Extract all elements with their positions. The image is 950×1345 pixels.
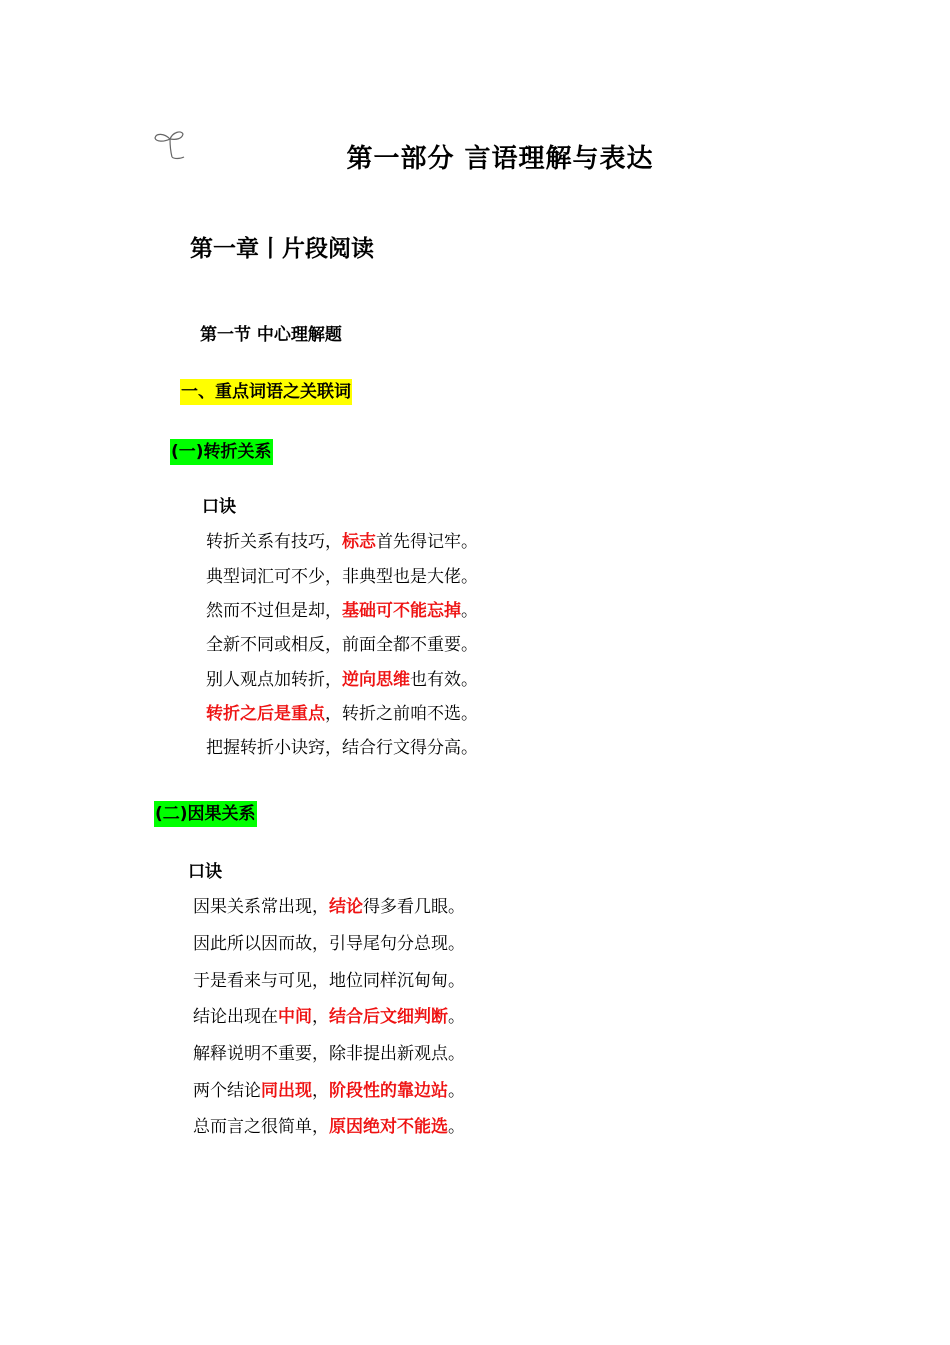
verse-line: 解释说明不重要，除非提出新观点。 bbox=[193, 1044, 465, 1064]
verse-line: 结论出现在中间，结合后文细判断。 bbox=[193, 1007, 465, 1027]
verse-line: 两个结论同出现，阶段性的靠边站。 bbox=[193, 1081, 465, 1101]
verse-line: 转折之后是重点，转折之前咱不选。 bbox=[206, 704, 478, 724]
section-title: 第一节 中心理解题 bbox=[200, 325, 342, 345]
chapter-title: 第一章丨片段阅读 bbox=[190, 236, 374, 262]
subsection-heading-transition: (一)转折关系 bbox=[170, 439, 273, 465]
verse-line: 转折关系有技巧，标志首先得记牢。 bbox=[206, 532, 478, 552]
subsection-heading-causal: (二)因果关系 bbox=[154, 801, 257, 827]
verse-line: 把握转折小诀窍，结合行文得分高。 bbox=[206, 738, 478, 758]
verse-line: 总而言之很简单，原因绝对不能选。 bbox=[193, 1117, 465, 1137]
verse-line: 然而不过但是却，基础可不能忘掉。 bbox=[206, 601, 478, 621]
verse-line: 因此所以因而故，引导尾句分总现。 bbox=[193, 934, 465, 954]
verse-line: 别人观点加转折，逆向思维也有效。 bbox=[206, 670, 478, 690]
mnemonic-label: 口诀 bbox=[202, 497, 236, 517]
verse-line: 典型词汇可不少，非典型也是大佬。 bbox=[206, 567, 478, 587]
verse-line: 于是看来与可见，地位同样沉甸甸。 bbox=[193, 971, 465, 991]
mnemonic-label: 口诀 bbox=[188, 862, 222, 882]
topic-heading: 一、重点词语之关联词 bbox=[180, 379, 352, 405]
verse-line: 因果关系常出现，结论得多看几眼。 bbox=[193, 897, 465, 917]
verse-line: 全新不同或相反，前面全都不重要。 bbox=[206, 635, 478, 655]
part-title: 第一部分 言语理解与表达 bbox=[346, 144, 654, 174]
